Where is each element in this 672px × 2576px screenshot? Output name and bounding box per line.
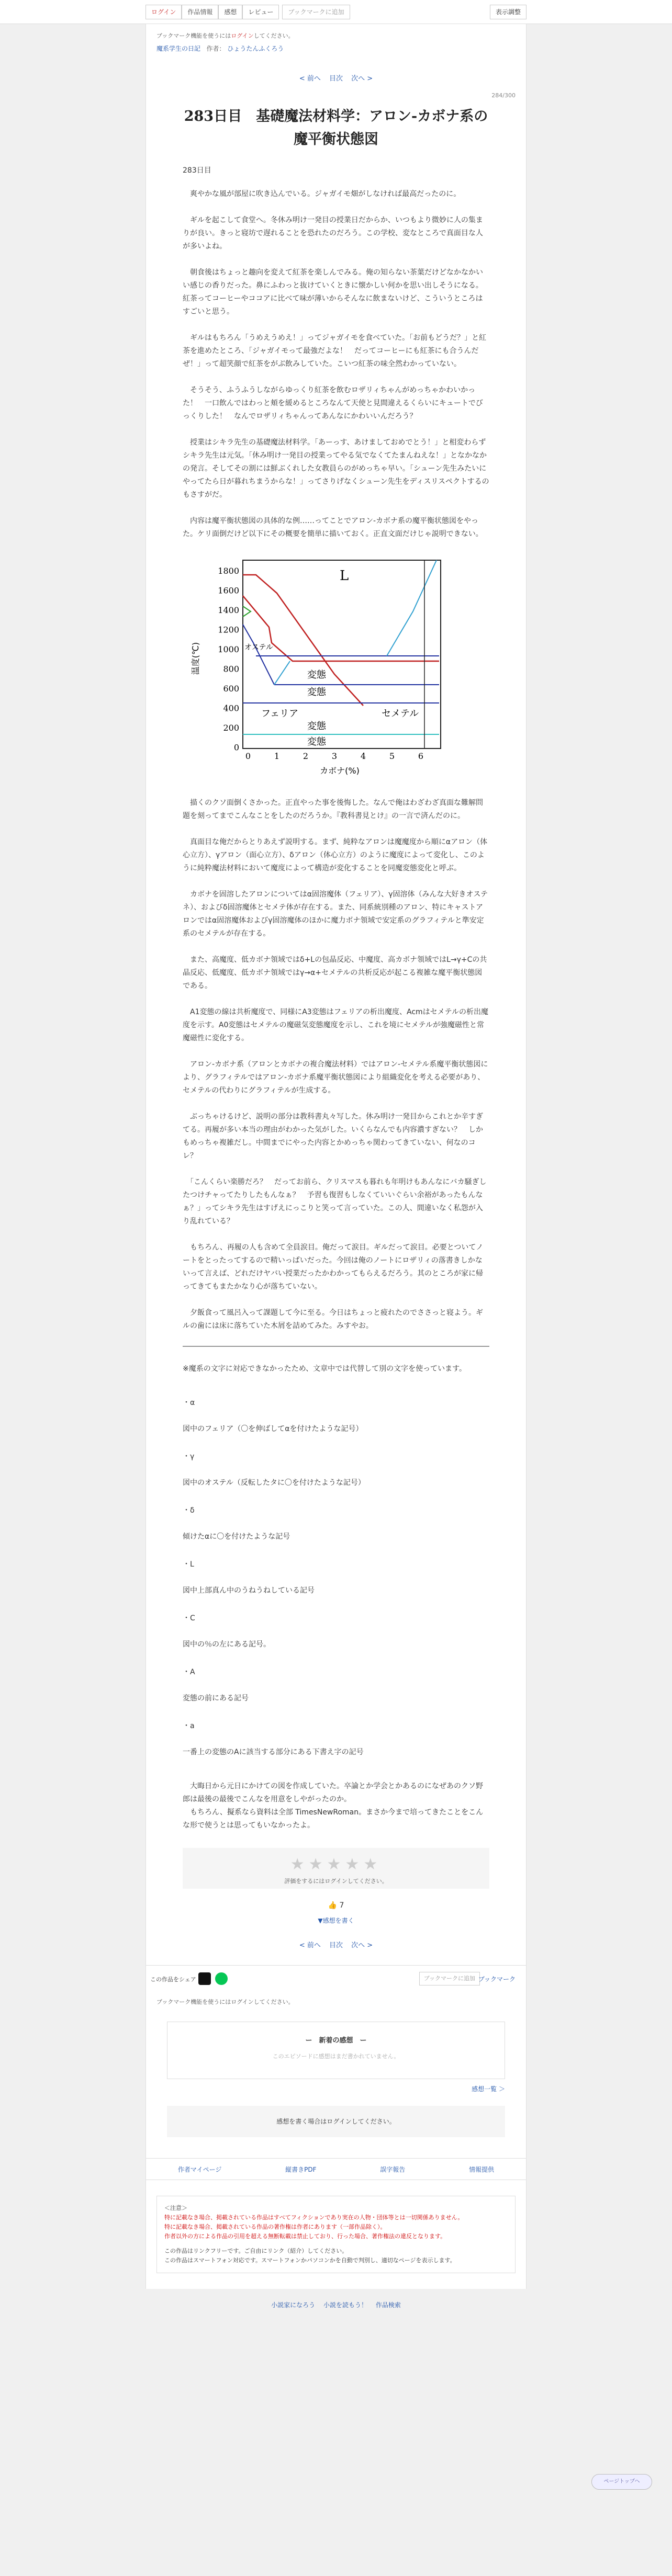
paragraph: ギルはもちろん「うめえうめえ！」ってジャガイモを食べていた。「お前もどうだ？」と紅茶を進めたところ、「ジャガイモって最強だよな！ だってコーヒーにも紅茶にも合うんだぜ！」って超笑顔で紅茶をがぶ飲みしていた。こいつ紅茶の味全然わかっていない。: [183, 334, 487, 368]
y-tick-label: 1000: [218, 644, 239, 654]
paragraph: また、高魔度、低カボナ領域ではδ+Lの包晶反応、中魔度、高カボナ領域ではL→γ+Cの共晶反応、低魔度、低カボナ領域ではγ→α+セメテルの共析反応が起こる複雑な魔平衡状態図である。: [183, 956, 487, 990]
diagram-label-ferrite: フェリア: [261, 708, 299, 719]
prev-link[interactable]: < 前へ: [299, 75, 321, 83]
note-intro: ※魔系の文字に対応できなかったため、文章中では代替して別の文字を使っています。: [183, 1365, 467, 1373]
y-tick-label: 0: [233, 742, 239, 753]
y-tick-label: 200: [223, 723, 239, 733]
diagram-label-transform-3: 変態: [307, 721, 326, 732]
prev-link-bottom[interactable]: < 前へ: [299, 1942, 321, 1949]
notice-box: [156, 2196, 516, 2273]
site-footer: [145, 2300, 527, 2309]
share-bar: [146, 1965, 526, 1991]
paragraph: 朝食後はちょっと趣向を変えて紅茶を楽しんでみる。俺の知らない茶葉だけどなかなかいい感じの香りだった。鼻にふわっと抜けていくときに懐かしい何かを思い出しそうになる。紅茶ってコーヒーやココアに比べて味が薄いからそんなに飲まないけど、こういうところはすごいと思う。: [183, 268, 483, 316]
y-tick-label: 600: [223, 684, 239, 694]
rating-box: [183, 1848, 489, 1889]
chapter-nav-top: [146, 53, 526, 83]
delta-line: [243, 606, 251, 617]
chapter-title: 283日目 基礎魔法材料学：アロン-カボナ系の魔平衡状態図: [184, 108, 488, 147]
closing-paragraph: もちろん、擬系なら資料は全部 TimesNewRoman。まさか今まで培ってきたことをこんな形で使うとは思ってもいなかったよ。: [183, 1808, 484, 1830]
share-label: この作品をシェア: [150, 1976, 196, 1983]
x-tick-label: 4: [360, 751, 366, 761]
diagram-label-austenite: オステル: [244, 643, 273, 652]
x-tick-label: 1: [274, 751, 280, 761]
notice-1: この作品はリンクフリーです。ご自由にリンク（紹介）してください。: [164, 2248, 348, 2254]
symbol-note: [183, 1397, 489, 1436]
note-description: 図中のフェリア（〇を伸ばしてαを付けたような記号）: [183, 1425, 363, 1433]
chapter-body: [146, 175, 526, 1832]
author-page-link[interactable]: 作者マイページ: [177, 2165, 222, 2173]
diagram-xlabel: カボナ(%): [320, 766, 360, 776]
note-symbol: ・L: [183, 1560, 194, 1569]
x-tick-label: 3: [331, 751, 338, 761]
rating-stars[interactable]: ★★★★★: [290, 1855, 382, 1874]
notice-heading: ＜注意＞: [164, 2205, 187, 2211]
notice-2: この作品はスマートフォン対応です。スマートフォンかパソコンかを自動で判別し、適切なページを表示します。: [164, 2257, 456, 2264]
paragraph: 爽やかな風が部屋に吹き込んでいる。ジャガイモ畑がしなければ最高だったのに。: [183, 190, 461, 198]
no-reviews-text: このエピソードに感想はまだ書かれていません。: [272, 2053, 400, 2060]
section-divider: [183, 1346, 489, 1347]
login-button[interactable]: ログイン: [145, 5, 182, 19]
bookmark-suffix: してください。: [253, 32, 294, 39]
author-label: 作者：: [206, 45, 226, 52]
y-tick-label: 400: [223, 703, 239, 713]
paragraph: もちろん、再履の人も含めて全員涙目。俺だって涙目。ギルだって涙目。必要とついてノートをとったってするので精いっぱいだった。今回は俺のノートにロザリィの落書きしかないって言えば、どれだけヤバい授業だったかわかってもらえるだろう。其のところが家に帰ってきてもまたかなり心が落ちていない。: [183, 1243, 484, 1291]
typo-report-link[interactable]: 誤字報告: [380, 2165, 406, 2173]
next-link-bottom[interactable]: 次へ >: [351, 1942, 373, 1949]
vertical-pdf-link[interactable]: 縦書きPDF: [285, 2165, 317, 2173]
reviews-button[interactable]: 感想: [218, 5, 242, 19]
diagram-label-L: L: [340, 568, 349, 584]
index-link-bottom[interactable]: 目次: [329, 1942, 343, 1949]
new-reviews-heading: ー 新着の感想 ー: [305, 2037, 367, 2045]
bookmark-login-note-bottom: ブックマーク機能を使うにはログインしてください。: [156, 1999, 294, 2005]
page-number: 284/300: [491, 92, 516, 99]
author-link[interactable]: ひょうたんふくろう: [227, 45, 284, 52]
paragraph: カボナを固溶したアロンについてはα固溶魔体（フェリア）、γ固溶体（みんな大好きオステネ）、およびδ固溶魔体とセメテ体が存在する。また、同系統別種のアロン、特にキャストアロンではα固溶魔体およびγ固溶魔体のほかに魔力ボナ領域で安定系のグラフィテルと準安定系のセメテルが存在する。: [183, 890, 488, 938]
series-link[interactable]: 魔系学生の日記: [156, 45, 201, 52]
y-tick-label: 1600: [218, 585, 239, 596]
footer-link-narou[interactable]: 小説家になろう: [271, 2301, 316, 2309]
like-button[interactable]: 👍 7: [328, 1901, 344, 1910]
note-description: 一番上の変態のAに該当する部分にある下書え字の記号: [183, 1748, 364, 1756]
symbol-note: [183, 1504, 489, 1544]
paragraph: 授業はシキラ先生の基礎魔法材料学。「あーっす、あけましておめでとう！」と相変わらずシキラ先生は元気。「休み明け一発目の授業ってやる気でなくてたまんねえな！」となかなかの発言。そしてその割には鮮ぶくれした女教員らのがめっちゃ早い。「シューン先生みたいにやってたら日が暮れちまうからな！」ってさりげなくシューン先生をディスリスペクトするのもさすがだ。: [183, 438, 489, 499]
paragraph-group-1: [183, 188, 489, 541]
paragraph: 夕飯食って風呂入って課題して今に至る。今日はちょっと疲れたのでささっと寝よう。ギルの歯には床に落ちていた木屑を詰めてみた。みすやお。: [183, 1309, 483, 1330]
footer-links: [146, 2158, 526, 2180]
note-description: 図中の％の左にある記号。: [183, 1640, 271, 1649]
notice-red-1: 特に記載なき場合、掲載されている作品はすべてフィクションであり実在の人物・団体等とは一切関係ありません。: [164, 2214, 464, 2221]
notice-red-3: 作者以外の方による作品の引用を超える無断転載は禁止しており、行った場合、著作権法の違反となります。: [164, 2233, 446, 2240]
note-symbol: ・α: [183, 1399, 195, 1407]
paragraph: アロン-カボナ系（アロンとカボナの複合魔法材料）ではアロン-セメテル系魔平衡状態図により、グラフィテルではアロン-カボナ系魔平衡状態図により組織変化を考える必要があり、セメテルの代わりにグラフィテルが生成する。: [183, 1060, 488, 1095]
add-bookmark-box[interactable]: ブックマークに追加: [419, 1972, 480, 1985]
diagram-axes: [218, 566, 423, 761]
symbol-notes: [183, 1363, 489, 1759]
x-tick-label: 5: [389, 751, 395, 761]
chapter-nav-bottom: [146, 1925, 526, 1949]
top-bar: [0, 0, 672, 24]
symbol-note: [183, 1450, 489, 1490]
write-review-link[interactable]: ▼感想を書く: [318, 1917, 354, 1924]
diagram-ylabel: 温度(℃): [191, 642, 200, 675]
paragraph-group-2: [183, 797, 489, 1333]
next-link[interactable]: 次へ >: [351, 75, 373, 83]
note-symbol: ・δ: [183, 1506, 195, 1515]
paragraph: 真面目な俺だからとりあえず説明する。まず、純粋なアロンは魔魔度から順にαアロン（体心立方）、γアロン（面心立方）、δアロン（体心立方）のように魔度によって変化し、このように純粋魔法材料において魔度によって構造が変化することを同魔変態変化と呼ぶ。: [183, 838, 488, 872]
symbol-note: [183, 1558, 489, 1597]
x-icon[interactable]: [198, 1972, 211, 1985]
symbol-note: [183, 1612, 489, 1651]
paragraph: 「こんくらい楽勝だろ？ だってお前ら、クリスマスも暮れも年明けもあんなにバカ騒ぎしたつけチャってたりしたもんなぁ？ 予習も復習もしなくていいぐらい余裕があったもんなぁ？」ってシキラ先生はすげえにっこりと笑って言っていた。この人、間違いなく私怨が入り乱れている？: [183, 1178, 487, 1225]
phase-diagram: [183, 554, 455, 779]
novel-page: [145, 24, 527, 2289]
work-info-button[interactable]: 作品情報: [182, 5, 218, 19]
graphite-line: [387, 560, 436, 656]
paragraph: 描くのクソ面倒くさかった。正直やった事を後悔した。なんで俺はわざわざ真面な難解問題を刻ってまでこんなことをしたのだろうか。『教科書見とけ』の一言で済んだのに。: [183, 799, 483, 820]
bookmark-prefix: ブックマーク機能を使うには: [156, 32, 231, 39]
note-symbol: ・γ: [183, 1452, 195, 1461]
note-symbol: ・a: [183, 1722, 195, 1730]
y-tick-label: 1800: [218, 566, 239, 576]
footer-link-yomou[interactable]: 小説を読もう！: [323, 2301, 367, 2309]
y-tick-label: 1400: [218, 605, 239, 615]
review-login-note: 感想を書く場合はログインしてください。: [167, 2106, 505, 2137]
paragraph: ギルを起こして食堂へ。冬休み明け一発目の授業日だからか、いつもより微妙に人の集まりが良い。きっと寝坊で遅れることを恐れたのだろう。この学校、変なところで真面目な人が多いよね。: [183, 216, 483, 251]
review-button[interactable]: レビュー: [242, 5, 279, 19]
paragraph: ぶっちゃけるけど、説明の部分は教科書丸々写した。休み明け一発目からこれとか辛すぎてる。再履が多い本当の理由がわかった気がした。いくらなんでも内容濃すぎない？ しかもめっちゃ複雑だし。中間までにやった内容とかめっちゃ関わってきていない、何なのコレ？: [183, 1113, 483, 1160]
chapter-subtitle: 283日目: [183, 166, 211, 175]
paragraph: 内容は魔平衡状態図の具体的な例……ってことでアロン-カボナ系の魔平衡状態図をやった。ケリ面倒だけど以下にその概要を簡単に描いておく。正直文面だけじゃ説明できない。: [183, 517, 483, 538]
bookmark-login-link[interactable]: ログイン: [231, 32, 254, 39]
paragraph: A1変態の線は共析魔度で、同様にA3変態はフェリアの析出魔度、Acmはセメテルの析出魔度を示す。A0変態はセメテルの魔磁気変態魔度を示し、これを境にセメテルが強魔磁性と常魔磁性に変化する。: [183, 1008, 488, 1042]
diagram-label-transform-1: 変態: [307, 669, 326, 680]
footer-link-search[interactable]: 作品検索: [375, 2301, 401, 2309]
notice-red-2: 特に記載なき場合、掲載されている作品の著作権は作者にあります（一部作品除く）。: [164, 2223, 386, 2230]
bookmark-link[interactable]: ブックマーク: [478, 1976, 516, 1983]
index-link[interactable]: 目次: [329, 75, 343, 83]
diagram-label-transform-2: 変態: [307, 687, 326, 698]
new-reviews-box: [167, 2022, 505, 2079]
review-list-link[interactable]: 感想一覧 ＞: [472, 2085, 505, 2093]
y-tick-label: 1200: [218, 625, 239, 635]
diagram-frame: [243, 560, 441, 748]
note-description: 図中のオステル（反転したタに〇を付けたような記号）: [183, 1479, 365, 1487]
line-icon[interactable]: [215, 1972, 228, 1985]
liquidus-line: [243, 575, 363, 706]
acm-line: [274, 661, 290, 685]
note-symbol: ・A: [183, 1668, 195, 1676]
display-settings-button[interactable]: 表示調整: [490, 5, 527, 19]
bookmark-login-note: [146, 24, 526, 40]
add-bookmark-button[interactable]: ブックマークに追加: [282, 5, 350, 19]
closing-paragraphs: [183, 1780, 489, 1832]
rating-login-note: 評価をするにはログインしてください。: [284, 1878, 388, 1885]
symbol-note: [183, 1720, 489, 1759]
note-symbol: ・C: [183, 1614, 195, 1622]
series-info: [146, 40, 526, 53]
info-report-link[interactable]: 情報提供: [469, 2165, 495, 2173]
diagram-label-transform-4: 変態: [307, 736, 326, 747]
note-description: 傾けたαに〇を付けたような記号: [183, 1533, 290, 1541]
sns-buttons: [198, 1972, 228, 1985]
symbol-note: [183, 1666, 489, 1705]
note-description: 図中上部真ん中のうねうねしている記号: [183, 1586, 315, 1595]
note-description: 変態の前にある記号: [183, 1694, 249, 1703]
x-tick-label: 6: [418, 751, 424, 761]
paragraph: そうそう、ふうふうしながらゆっくり紅茶を飲むロザリィちゃんがめっちゃかわいかった！ 一口飲んではわっと頬を緩めるところなんて天使と見間違えるくらいにキュートでびっくりした！ なんでロザリィちゃんってあんなにかわいいんだろう？: [183, 386, 483, 421]
x-tick-label: 0: [245, 751, 251, 761]
y-tick-label: 800: [223, 664, 239, 674]
x-tick-label: 2: [303, 751, 309, 761]
closing-paragraph: 大晦日から元日にかけての図を作成していた。卒論とか学会とかあるのになぜあのクソ野郎は最後の最後でこんなを用意をしやがったのか。: [183, 1782, 483, 1803]
diagram-label-cementite: セメテル: [382, 708, 419, 719]
page-top-button[interactable]: ページトップへ: [591, 2474, 652, 2490]
top-nav: [145, 5, 350, 19]
